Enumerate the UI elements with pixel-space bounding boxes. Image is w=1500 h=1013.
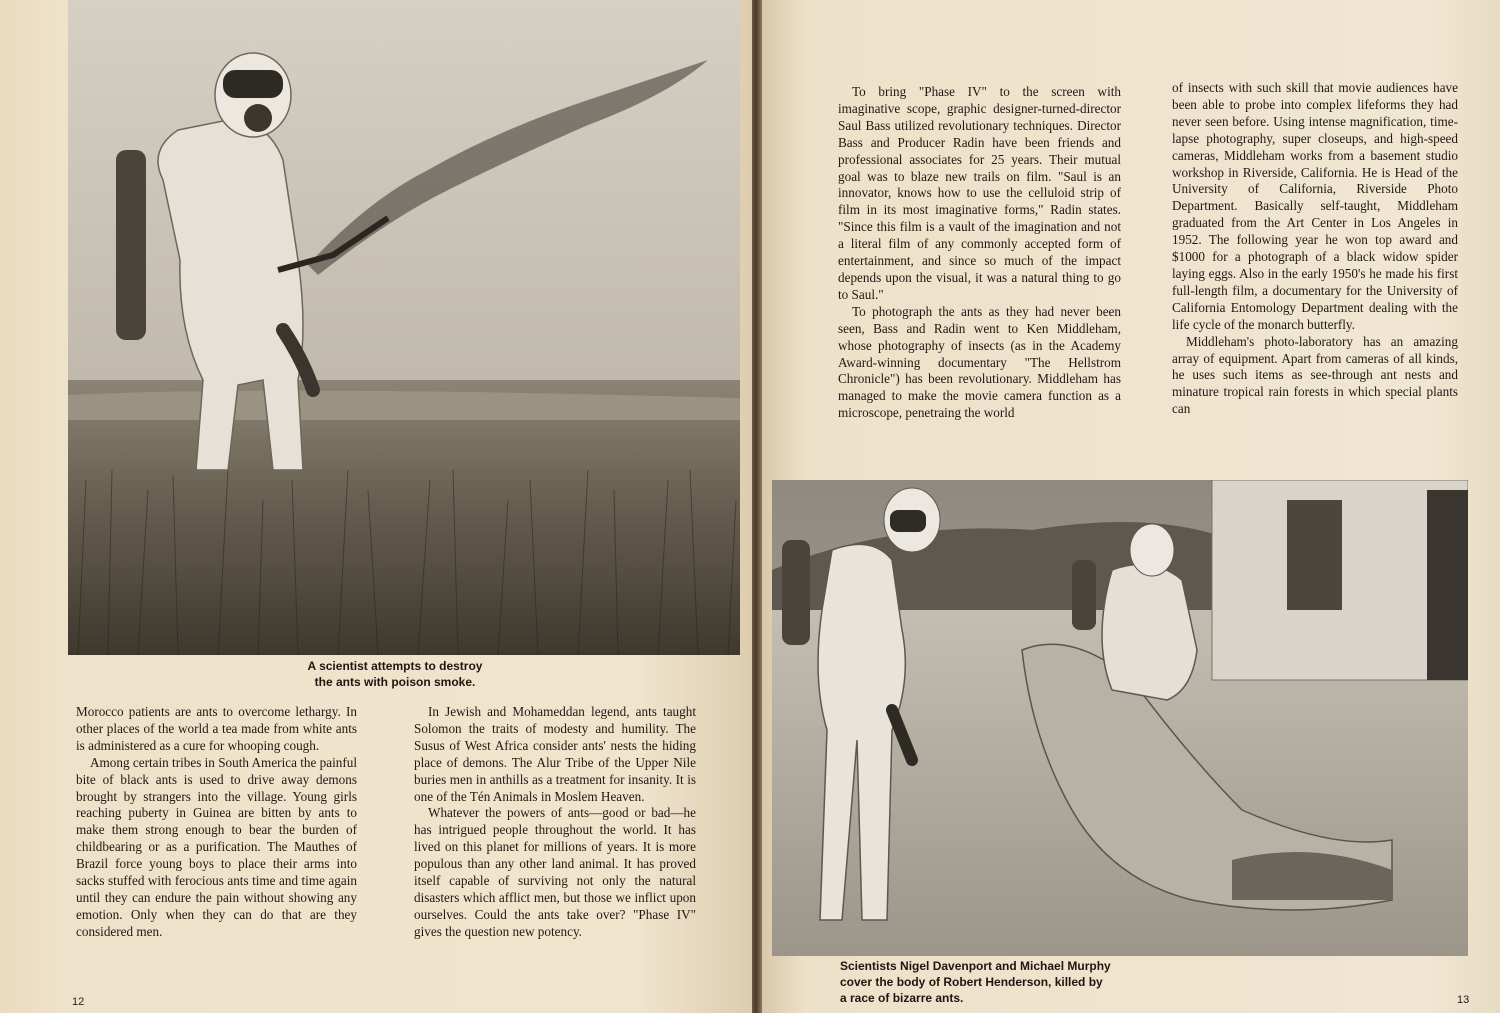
right-column-1 (838, 84, 1121, 422)
paragraph: Middleham's photo-laboratory has an amazing array of equipment. Apart from cameras of all kinds, he uses such items as see-through ant nests and minature tropical rain forests in which special plants can (1172, 333, 1458, 417)
caption-line: A scientist attempts to destroy (307, 659, 483, 673)
paragraph: In Jewish and Mohameddan legend, ants taught Solomon the traits of modesty and humility. The Susus of West Africa consider ants' nests the hiding place of demons. The Alur Tribe of the Upper Nile buries men in anthills as a treatment for insanity. It is one of the Tén Animals in Moslem Heaven. (414, 704, 696, 804)
caption-line: cover the body of Robert Henderson, killed by (840, 975, 1103, 989)
caption-line: the ants with poison smoke. (314, 675, 476, 689)
sprayer-photo (68, 0, 740, 655)
right-column-2 (1172, 80, 1458, 418)
right-photo-caption (840, 958, 1180, 1006)
paragraph: of insects with such skill that movie audiences have been able to probe into complex lifeforms they had never seen before. Using intense magnification, time-lapse photography, super closeups, and high-speed cameras, Middleham works from a basement studio workshop in Riverside, California. He is Head of the University of California, Riverside Photo Department. Basically self-taught, Middleham graduated from the Art Center in Los Angeles in 1952. The following year he won top award and $1000 for a photograph of a black widow spider laying eggs. Also in the early 1950's he made his first full-length film, a documentary for the University of California Entomology Department dealing with the life cycle of the monarch butterfly. (1172, 80, 1458, 332)
page-number-left: 12 (72, 996, 85, 1008)
paragraph: To bring "Phase IV" to the screen with imaginative scope, graphic designer-turned-director Saul Bass utilized revolutionary techniques. Director Bass and Producer Radin have been friends and professional associates for 25 years. Their mutual goal was to blaze new trails on film. "Saul is an innovator, knows how to use the celluloid strip of film in its most imaginative forms," Radin states. "Since this film is a vault of the imagination and not a literal film of any commonly accepted form of entertainment, and since so much of the impact depends upon the visual, it was a natural thing to go to Saul." (838, 84, 1121, 302)
left-column-2 (414, 704, 696, 941)
left-column-1 (76, 704, 357, 941)
left-photo-caption (280, 658, 510, 690)
page-number-right: 13 (1457, 994, 1470, 1006)
caption-line: a race of bizarre ants. (840, 991, 964, 1005)
scientists-photo (772, 480, 1468, 956)
paragraph: Among certain tribes in South America the painful bite of black ants is used to drive away demons brought by strangers into the village. Young girls reaching puberty in Guinea are bitten by ants to make them strong enough to bear the burden of childbearing or as a purification. The Mauthes of Brazil force young boys to place their arms into sacks stuffed with ferocious ants time and time again until they can endure the pain without showing any emotion. Only when they can do that are they considered men. (76, 754, 357, 939)
paragraph: Morocco patients are ants to overcome lethargy. In other places of the world a tea made from white ants is administered as a cure for whooping cough. (76, 704, 357, 753)
caption-line: Scientists Nigel Davenport and Michael Murphy (840, 959, 1111, 973)
paragraph: Whatever the powers of ants—good or bad—he has intrigued people throughout the world. It has lived on this planet for millions of years. It is more populous than any other land animal. It has proved itself capable of surviving not only the natural disasters which afflict men, but those we inflict upon ourselves. Could the ants take over? "Phase IV" gives the question new potency. (414, 805, 696, 939)
right-page (762, 0, 1500, 1013)
paragraph: To photograph the ants as they had never been seen, Bass and Radin went to Ken Middleham, whose photography of insects (as in the Academy Award-winning documentary "The Hellstrom Chronicle") has been revolutionary. Middleham has managed to make the movie camera function as a microscope, penetraing the world (838, 303, 1121, 421)
